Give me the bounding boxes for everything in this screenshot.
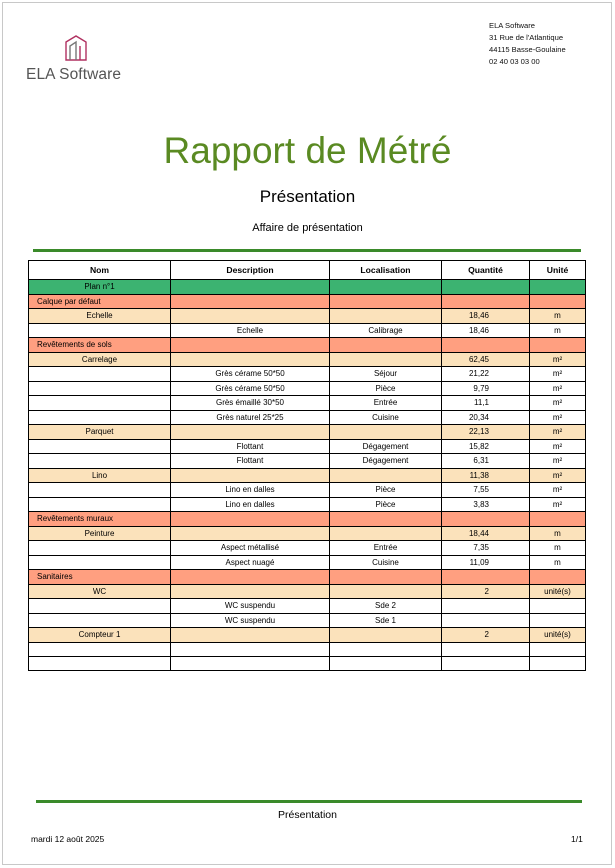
cell-nom xyxy=(29,410,171,425)
cell-unite xyxy=(530,338,586,353)
metre-table xyxy=(28,260,586,671)
footer-title: Présentation xyxy=(278,809,337,821)
cell-quantite: 22,13 xyxy=(442,425,530,440)
cell-localisation xyxy=(330,512,442,527)
cell-quantite xyxy=(442,294,530,309)
cell-localisation: Pièce xyxy=(330,497,442,512)
cell-unite: m² xyxy=(530,483,586,498)
table-row-item xyxy=(29,396,586,411)
cell-localisation xyxy=(330,352,442,367)
cell-quantite xyxy=(442,570,530,585)
col-header-quantite: Quantité xyxy=(442,261,530,280)
cell-description xyxy=(171,584,330,599)
cell-description: Flottant xyxy=(171,439,330,454)
table-row-section xyxy=(29,338,586,353)
cell-description xyxy=(171,468,330,483)
cell-quantite: 18,44 xyxy=(442,526,530,541)
cell-nom xyxy=(29,454,171,469)
address-line: 44115 Basse-Goulaine xyxy=(489,45,566,54)
cell-nom xyxy=(29,396,171,411)
table-row-section xyxy=(29,294,586,309)
cell-description: Grès cérame 50*50 xyxy=(171,367,330,382)
footer-page-number: 1/1 xyxy=(571,834,583,844)
cell-localisation xyxy=(330,309,442,324)
cell-unite: m² xyxy=(530,497,586,512)
cell-localisation xyxy=(330,280,442,295)
table-row-item xyxy=(29,454,586,469)
cell-nom xyxy=(29,381,171,396)
cell-nom xyxy=(29,599,171,614)
cell-quantite: 21,22 xyxy=(442,367,530,382)
company-logo xyxy=(26,34,136,86)
cell-localisation: Séjour xyxy=(330,367,442,382)
cell-nom: Sanitaires xyxy=(29,570,171,585)
cell-description xyxy=(171,512,330,527)
cell-localisation xyxy=(330,642,442,656)
cell-quantite: 11,1 xyxy=(442,396,530,411)
cell-quantite: 7,55 xyxy=(442,483,530,498)
cell-unite: m² xyxy=(530,425,586,440)
cell-nom xyxy=(29,656,171,670)
table-row-item xyxy=(29,323,586,338)
cell-nom: Revêtements de sols xyxy=(29,338,171,353)
cell-unite: unité(s) xyxy=(530,584,586,599)
cell-description: Lino en dalles xyxy=(171,483,330,498)
col-header-description: Description xyxy=(171,261,330,280)
cell-description: Lino en dalles xyxy=(171,497,330,512)
cell-unite: m² xyxy=(530,381,586,396)
cell-description: Grès cérame 50*50 xyxy=(171,381,330,396)
col-header-nom: Nom xyxy=(29,261,171,280)
cell-unite: m² xyxy=(530,454,586,469)
cell-description xyxy=(171,526,330,541)
cell-localisation xyxy=(330,584,442,599)
cell-unite: m² xyxy=(530,352,586,367)
cell-unite xyxy=(530,599,586,614)
table-row-group xyxy=(29,628,586,643)
cell-description xyxy=(171,294,330,309)
cell-nom xyxy=(29,497,171,512)
cell-description xyxy=(171,628,330,643)
cell-unite xyxy=(530,280,586,295)
cell-description xyxy=(171,352,330,367)
cell-nom: Revêtements muraux xyxy=(29,512,171,527)
cell-description: WC suspendu xyxy=(171,613,330,628)
cell-unite: m xyxy=(530,541,586,556)
cell-unite: m xyxy=(530,526,586,541)
cell-unite xyxy=(530,613,586,628)
table-row-section xyxy=(29,570,586,585)
cell-localisation: Entrée xyxy=(330,541,442,556)
cell-description: Aspect nuagé xyxy=(171,555,330,570)
cell-description xyxy=(171,642,330,656)
cell-quantite xyxy=(442,613,530,628)
table-row-item xyxy=(29,367,586,382)
cell-unite xyxy=(530,570,586,585)
ela-logo-icon xyxy=(64,34,88,62)
address-line: 31 Rue de l'Atlantique xyxy=(489,33,564,42)
cell-unite: m² xyxy=(530,396,586,411)
cell-nom xyxy=(29,541,171,556)
cell-localisation xyxy=(330,570,442,585)
cell-unite: m² xyxy=(530,468,586,483)
cell-localisation xyxy=(330,425,442,440)
cell-description: WC suspendu xyxy=(171,599,330,614)
cell-nom: Compteur 1 xyxy=(29,628,171,643)
logo-text: ELA Software xyxy=(26,66,122,83)
cell-localisation xyxy=(330,628,442,643)
cell-quantite: 6,31 xyxy=(442,454,530,469)
cell-nom xyxy=(29,555,171,570)
cell-nom: WC xyxy=(29,584,171,599)
cell-quantite: 7,35 xyxy=(442,541,530,556)
cell-unite: m² xyxy=(530,410,586,425)
cell-description xyxy=(171,570,330,585)
cell-nom: Parquet xyxy=(29,425,171,440)
cell-description: Grès naturel 25*25 xyxy=(171,410,330,425)
table-row-item xyxy=(29,483,586,498)
cell-nom: Carrelage xyxy=(29,352,171,367)
table-row-item xyxy=(29,541,586,556)
table-row-group xyxy=(29,526,586,541)
cell-quantite: 11,38 xyxy=(442,468,530,483)
cell-quantite xyxy=(442,642,530,656)
col-header-localisation: Localisation xyxy=(330,261,442,280)
cell-unite xyxy=(530,642,586,656)
cell-description: Flottant xyxy=(171,454,330,469)
table-row-item xyxy=(29,613,586,628)
cell-unite: m² xyxy=(530,367,586,382)
cell-nom: Echelle xyxy=(29,309,171,324)
table-body xyxy=(29,280,586,671)
header-divider xyxy=(33,249,581,252)
table-row-item xyxy=(29,497,586,512)
cell-unite: m xyxy=(530,309,586,324)
cell-localisation: Pièce xyxy=(330,381,442,396)
table-row-group xyxy=(29,309,586,324)
cell-unite xyxy=(530,512,586,527)
cell-quantite: 15,82 xyxy=(442,439,530,454)
company-address xyxy=(489,20,566,68)
cell-quantite xyxy=(442,599,530,614)
cell-description xyxy=(171,280,330,295)
cell-localisation: Dégagement xyxy=(330,439,442,454)
table-row-group xyxy=(29,352,586,367)
cell-unite: m xyxy=(530,323,586,338)
cell-localisation: Entrée xyxy=(330,396,442,411)
cell-description xyxy=(171,656,330,670)
cell-description: Echelle xyxy=(171,323,330,338)
address-line: ELA Software xyxy=(489,21,536,30)
cell-localisation: Dégagement xyxy=(330,454,442,469)
table-row-empty xyxy=(29,642,586,656)
table-row-item xyxy=(29,555,586,570)
cell-nom xyxy=(29,367,171,382)
cell-quantite xyxy=(442,280,530,295)
cell-localisation: Cuisine xyxy=(330,410,442,425)
cell-localisation xyxy=(330,338,442,353)
cell-description: Aspect métallisé xyxy=(171,541,330,556)
cell-unite: m xyxy=(530,555,586,570)
cell-nom xyxy=(29,323,171,338)
cell-quantite: 18,46 xyxy=(442,323,530,338)
cell-description xyxy=(171,309,330,324)
table-row-group xyxy=(29,468,586,483)
table-row-item xyxy=(29,410,586,425)
table-row-item xyxy=(29,439,586,454)
cell-quantite xyxy=(442,338,530,353)
table-row-section xyxy=(29,512,586,527)
report-subtitle: Présentation xyxy=(259,187,356,206)
cell-unite: unité(s) xyxy=(530,628,586,643)
cell-quantite: 20,34 xyxy=(442,410,530,425)
report-title: Rapport de Métré xyxy=(163,130,452,171)
cell-localisation: Pièce xyxy=(330,483,442,498)
cell-quantite: 11,09 xyxy=(442,555,530,570)
cell-localisation: Sde 2 xyxy=(330,599,442,614)
cell-nom xyxy=(29,642,171,656)
cell-nom: Peinture xyxy=(29,526,171,541)
cell-nom: Lino xyxy=(29,468,171,483)
cell-nom xyxy=(29,439,171,454)
cell-nom: Plan n°1 xyxy=(29,280,171,295)
table-row-item xyxy=(29,599,586,614)
cell-description xyxy=(171,425,330,440)
cell-localisation xyxy=(330,656,442,670)
cell-localisation: Calibrage xyxy=(330,323,442,338)
cell-localisation: Cuisine xyxy=(330,555,442,570)
cell-quantite: 2 xyxy=(442,628,530,643)
address-line: 02 40 03 03 00 xyxy=(489,57,540,66)
cell-quantite: 18,46 xyxy=(442,309,530,324)
table-row-item xyxy=(29,381,586,396)
cell-description: Grès émaillé 30*50 xyxy=(171,396,330,411)
cell-quantite xyxy=(442,512,530,527)
cell-localisation xyxy=(330,468,442,483)
table-row-empty xyxy=(29,656,586,670)
cell-quantite: 9,79 xyxy=(442,381,530,396)
table-row-plan xyxy=(29,280,586,295)
cell-unite: m² xyxy=(530,439,586,454)
table-row-group xyxy=(29,425,586,440)
cell-nom: Calque par défaut xyxy=(29,294,171,309)
affaire-name: Affaire de présentation xyxy=(252,222,363,234)
table-header-row xyxy=(29,261,586,280)
cell-localisation: Sde 1 xyxy=(330,613,442,628)
cell-unite xyxy=(530,294,586,309)
cell-localisation xyxy=(330,294,442,309)
col-header-unite: Unité xyxy=(530,261,586,280)
cell-quantite xyxy=(442,656,530,670)
cell-unite xyxy=(530,656,586,670)
footer-divider xyxy=(36,800,582,803)
cell-quantite: 3,83 xyxy=(442,497,530,512)
cell-localisation xyxy=(330,526,442,541)
cell-quantite: 62,45 xyxy=(442,352,530,367)
cell-nom xyxy=(29,483,171,498)
cell-description xyxy=(171,338,330,353)
cell-quantite: 2 xyxy=(442,584,530,599)
table-row-group xyxy=(29,584,586,599)
footer-date: mardi 12 août 2025 xyxy=(31,834,105,844)
cell-nom xyxy=(29,613,171,628)
